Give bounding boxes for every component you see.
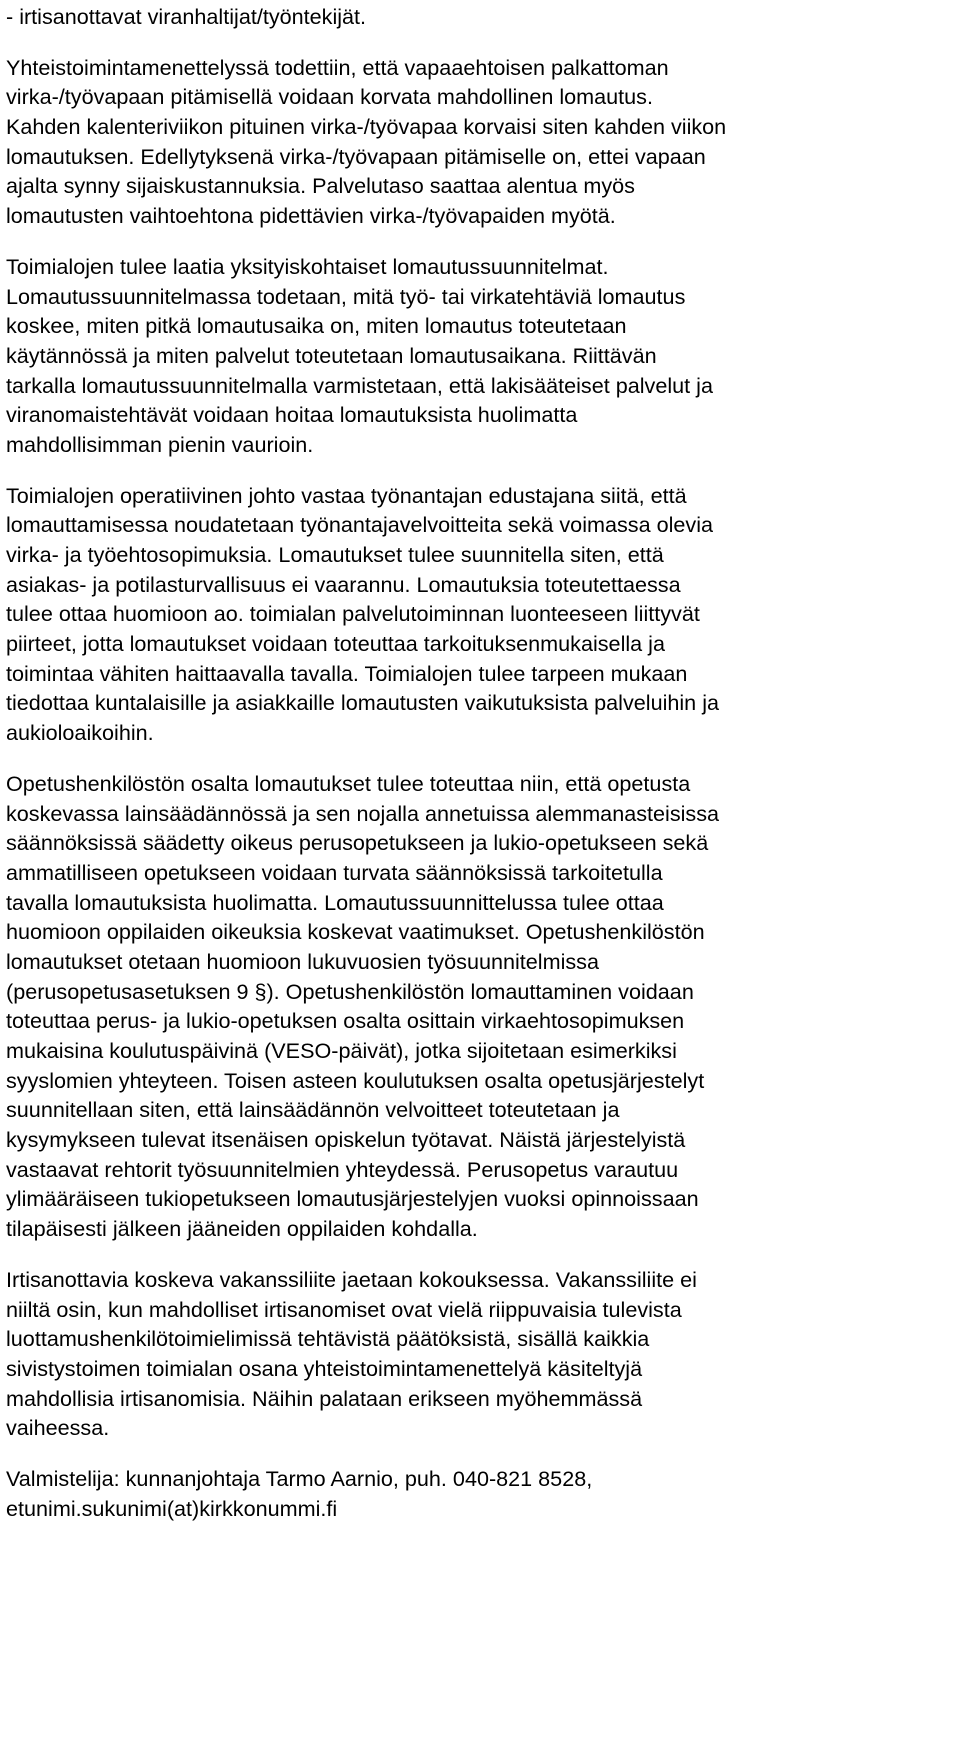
text-line: tavalla lomautuksista huolimatta. Lomautussuunnittelussa tulee ottaa	[6, 889, 664, 915]
text-line: tulee ottaa huomioon ao. toimialan palvelutoiminnan luonteeseen liittyvät	[6, 601, 700, 627]
text-line: viranomaistehtävät voidaan hoitaa lomautuksista huolimatta	[6, 402, 578, 428]
text-line: käytännössä ja miten palvelut toteutetaan lomautusaikana. Riittävän	[6, 342, 657, 368]
text-line: koskee, miten pitkä lomautusaika on, miten lomautus toteutetaan	[6, 313, 627, 339]
paragraph-operative-management	[6, 481, 960, 748]
text-line: sivistystoimen toimialan osana yhteistoimintamenettelyä käsiteltyjä	[6, 1355, 643, 1381]
text-line: virka-/työvapaan pitämisellä voidaan korvata mahdollinen lomautus.	[6, 84, 653, 110]
text-line: säännöksissä säädetty oikeus perusopetukseen ja lukio-opetukseen sekä	[6, 830, 709, 856]
text-line: ammatilliseen opetukseen voidaan turvata säännöksissä tarkoitetulla	[6, 859, 663, 885]
text-line: lomauttamisessa noudatetaan työnantajavelvoitteita sekä voimassa olevia	[6, 512, 714, 538]
text-line: lomautuksen. Edellytyksenä virka-/työvapaan pitämiselle on, ettei vapaan	[6, 143, 706, 169]
text-line: Toimialojen tulee laatia yksityiskohtaiset lomautussuunnitelmat.	[6, 253, 609, 279]
text-line: Kahden kalenteriviikon pituinen virka-/työvapaa korvaisi siten kahden viikon	[6, 114, 727, 140]
text-line: vaiheessa.	[6, 1415, 110, 1441]
text-line: mahdollisia irtisanomisia. Näihin palataan erikseen myöhemmässä	[6, 1385, 643, 1411]
text-line: lomautukset otetaan huomioon lukuvuosien työsuunnitelmissa	[6, 948, 599, 974]
text-line: syyslomien yhteyteen. Toisen asteen koulutuksen osalta opetusjärjestelyt	[6, 1067, 705, 1093]
text-line: - irtisanottavat viranhaltijat/työntekijät.	[6, 4, 367, 29]
paragraph-list-item-end	[6, 2, 960, 32]
text-line: piirteet, jotta lomautukset voidaan toteuttaa tarkoituksenmukaisella ja	[6, 631, 665, 657]
text-line: koskevassa lainsäädännössä ja sen nojalla annetuissa alemmanasteisissa	[6, 800, 720, 826]
text-line: Toimialojen operatiivinen johto vastaa työnantajan edustajana siitä, että	[6, 482, 687, 508]
text-line: niiltä osin, kun mahdolliset irtisanomiset ovat vielä riippuvaisia tulevista	[6, 1296, 682, 1322]
text-line: Opetushenkilöstön osalta lomautukset tulee toteuttaa niin, että opetusta	[6, 770, 691, 796]
text-line: aukioloaikoihin.	[6, 720, 154, 746]
text-line: suunnitellaan siten, että lainsäädännön velvoitteet toteutetaan ja	[6, 1097, 620, 1123]
email-line: etunimi.sukunimi(at)kirkkonummi.fi	[6, 1495, 338, 1521]
paragraph-preparer-contact	[6, 1464, 960, 1523]
text-line: asiakas- ja potilasturvallisuus ei vaarannu. Lomautuksia toteutettaessa	[6, 571, 681, 597]
text-line: tilapäisesti jälkeen jääneiden oppilaiden kohdalla.	[6, 1216, 478, 1242]
text-line: ajalta synny sijaiskustannuksia. Palvelutaso saattaa alentua myös	[6, 173, 635, 199]
text-line: virka- ja työehtosopimuksia. Lomautukset tulee suunnitella siten, että	[6, 542, 664, 567]
paragraph-voluntary-leave	[6, 53, 960, 231]
text-line: mukaisina koulutuspäivinä (VESO-päivät), jotka sijoitetaan esimerkiksi	[6, 1038, 677, 1063]
paragraph-teaching-staff	[6, 769, 960, 1244]
text-line: lomautusten vaihtoehtona pidettävien virka-/työvapaiden myötä.	[6, 203, 616, 229]
text-line: ylimääräiseen tukiopetukseen lomautusjärjestelyjen vuoksi opinnoissaan	[6, 1186, 699, 1212]
text-line: tiedottaa kuntalaisille ja asiakkaille lomautusten vaikutuksista palveluihin ja	[6, 690, 719, 716]
text-line: toteuttaa perus- ja lukio-opetuksen osalta osittain virkaehtosopimuksen	[6, 1008, 685, 1034]
text-line: Yhteistoimintamenettelyssä todettiin, että vapaaehtoisen palkattoman	[6, 54, 669, 80]
text-line: tarkalla lomautussuunnitelmalla varmistetaan, että lakisääteiset palvelut ja	[6, 372, 713, 398]
text-line: luottamushenkilötoimielimissä tehtävistä päätöksistä, sisällä kaikkia	[6, 1326, 650, 1352]
preparer-line: Valmistelija: kunnanjohtaja Tarmo Aarnio, puh. 040-821 8528,	[6, 1465, 593, 1491]
text-line: kysymykseen tulevat itsenäisen opiskelun työtavat. Näistä järjestelyistä	[6, 1127, 686, 1153]
text-line: Lomautussuunnitelmassa todetaan, mitä työ- tai virkatehtäviä lomautus	[6, 283, 686, 309]
text-line: vastaavat rehtorit työsuunnitelmien yhteydessä. Perusopetus varautuu	[6, 1156, 679, 1182]
text-line: toimintaa vähiten haittaavalla tavalla. Toimialojen tulee tarpeen mukaan	[6, 660, 688, 686]
paragraph-layoff-plans	[6, 252, 960, 460]
text-line: (perusopetusasetuksen 9 §). Opetushenkilöstön lomauttaminen voidaan	[6, 978, 694, 1004]
text-line: huomioon oppilaiden oikeuksia koskevat vaatimukset. Opetushenkilöstön	[6, 919, 705, 945]
text-line: Irtisanottavia koskeva vakanssiliite jaetaan kokouksessa. Vakanssiliite ei	[6, 1266, 697, 1292]
text-line: mahdollisimman pienin vaurioin.	[6, 431, 314, 457]
paragraph-vacancy-attachment	[6, 1265, 960, 1443]
